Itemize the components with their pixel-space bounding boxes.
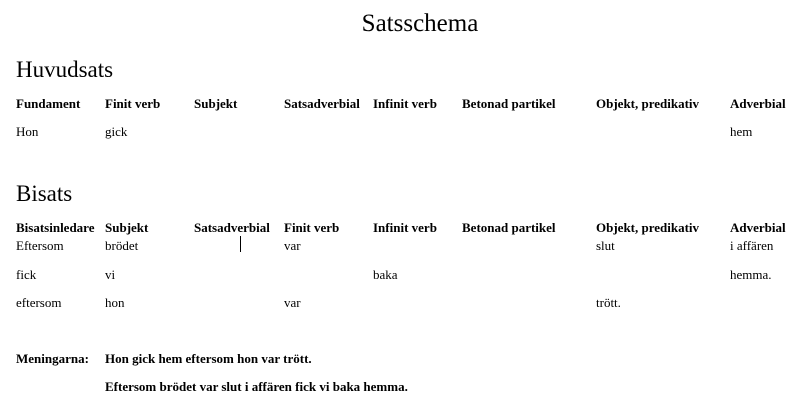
column-header-fundament: Fundament bbox=[16, 96, 81, 111]
cell-infinit-verb: baka bbox=[373, 267, 398, 282]
sentence-line: Eftersom brödet var slut i affären fick vi baka hemma. bbox=[105, 379, 408, 394]
column-header-infinit-verb: Infinit verb bbox=[373, 96, 437, 111]
column-header-bisatsinledare: Bisatsinledare bbox=[16, 220, 95, 235]
cell-objekt-predikativ: trött. bbox=[596, 295, 621, 310]
column-header-subjekt: Subjekt bbox=[194, 96, 238, 111]
cell-subjekt: vi bbox=[105, 267, 116, 282]
cell-subjekt: hon bbox=[105, 295, 125, 310]
column-header-betonad-partikel: Betonad partikel bbox=[462, 220, 556, 235]
cell-fundament: Hon bbox=[16, 124, 39, 139]
column-header-finit-verb: Finit verb bbox=[105, 96, 161, 111]
cell-adverbial: hemma. bbox=[730, 267, 772, 282]
cell-adverbial: hem bbox=[730, 124, 753, 139]
cell-bisatsinledare: fick bbox=[16, 267, 37, 282]
cell-bisatsinledare: eftersom bbox=[16, 295, 62, 310]
cell-bisatsinledare: Eftersom bbox=[16, 238, 64, 253]
cell-finit-verb: var bbox=[284, 238, 301, 253]
column-header-adverbial: Adverbial bbox=[730, 220, 786, 235]
column-header-objekt-predikativ: Objekt, predikativ bbox=[596, 220, 700, 235]
sentences-label: Meningarna: bbox=[16, 351, 89, 366]
column-header-betonad-partikel: Betonad partikel bbox=[462, 96, 556, 111]
cell-adverbial: i affären bbox=[730, 238, 774, 253]
column-header-infinit-verb: Infinit verb bbox=[373, 220, 437, 235]
text-cursor bbox=[240, 236, 241, 252]
column-header-objekt-predikativ: Objekt, predikativ bbox=[596, 96, 700, 111]
column-header-subjekt: Subjekt bbox=[105, 220, 149, 235]
document-title: Satsschema bbox=[361, 10, 479, 37]
cell-finit-verb: var bbox=[284, 295, 301, 310]
sentence-line: Hon gick hem eftersom hon var trött. bbox=[105, 351, 312, 366]
sub-clause-heading: Bisats bbox=[16, 181, 73, 206]
cell-finit-verb: gick bbox=[105, 124, 128, 139]
cell-subjekt: brödet bbox=[105, 238, 139, 253]
column-header-satsadverbial: Satsadverbial bbox=[194, 220, 270, 235]
column-header-satsadverbial: Satsadverbial bbox=[284, 96, 360, 111]
column-header-finit-verb: Finit verb bbox=[284, 220, 340, 235]
column-header-adverbial: Adverbial bbox=[730, 96, 786, 111]
cell-objekt-predikativ: slut bbox=[596, 238, 615, 253]
main-clause-heading: Huvudsats bbox=[16, 57, 114, 82]
